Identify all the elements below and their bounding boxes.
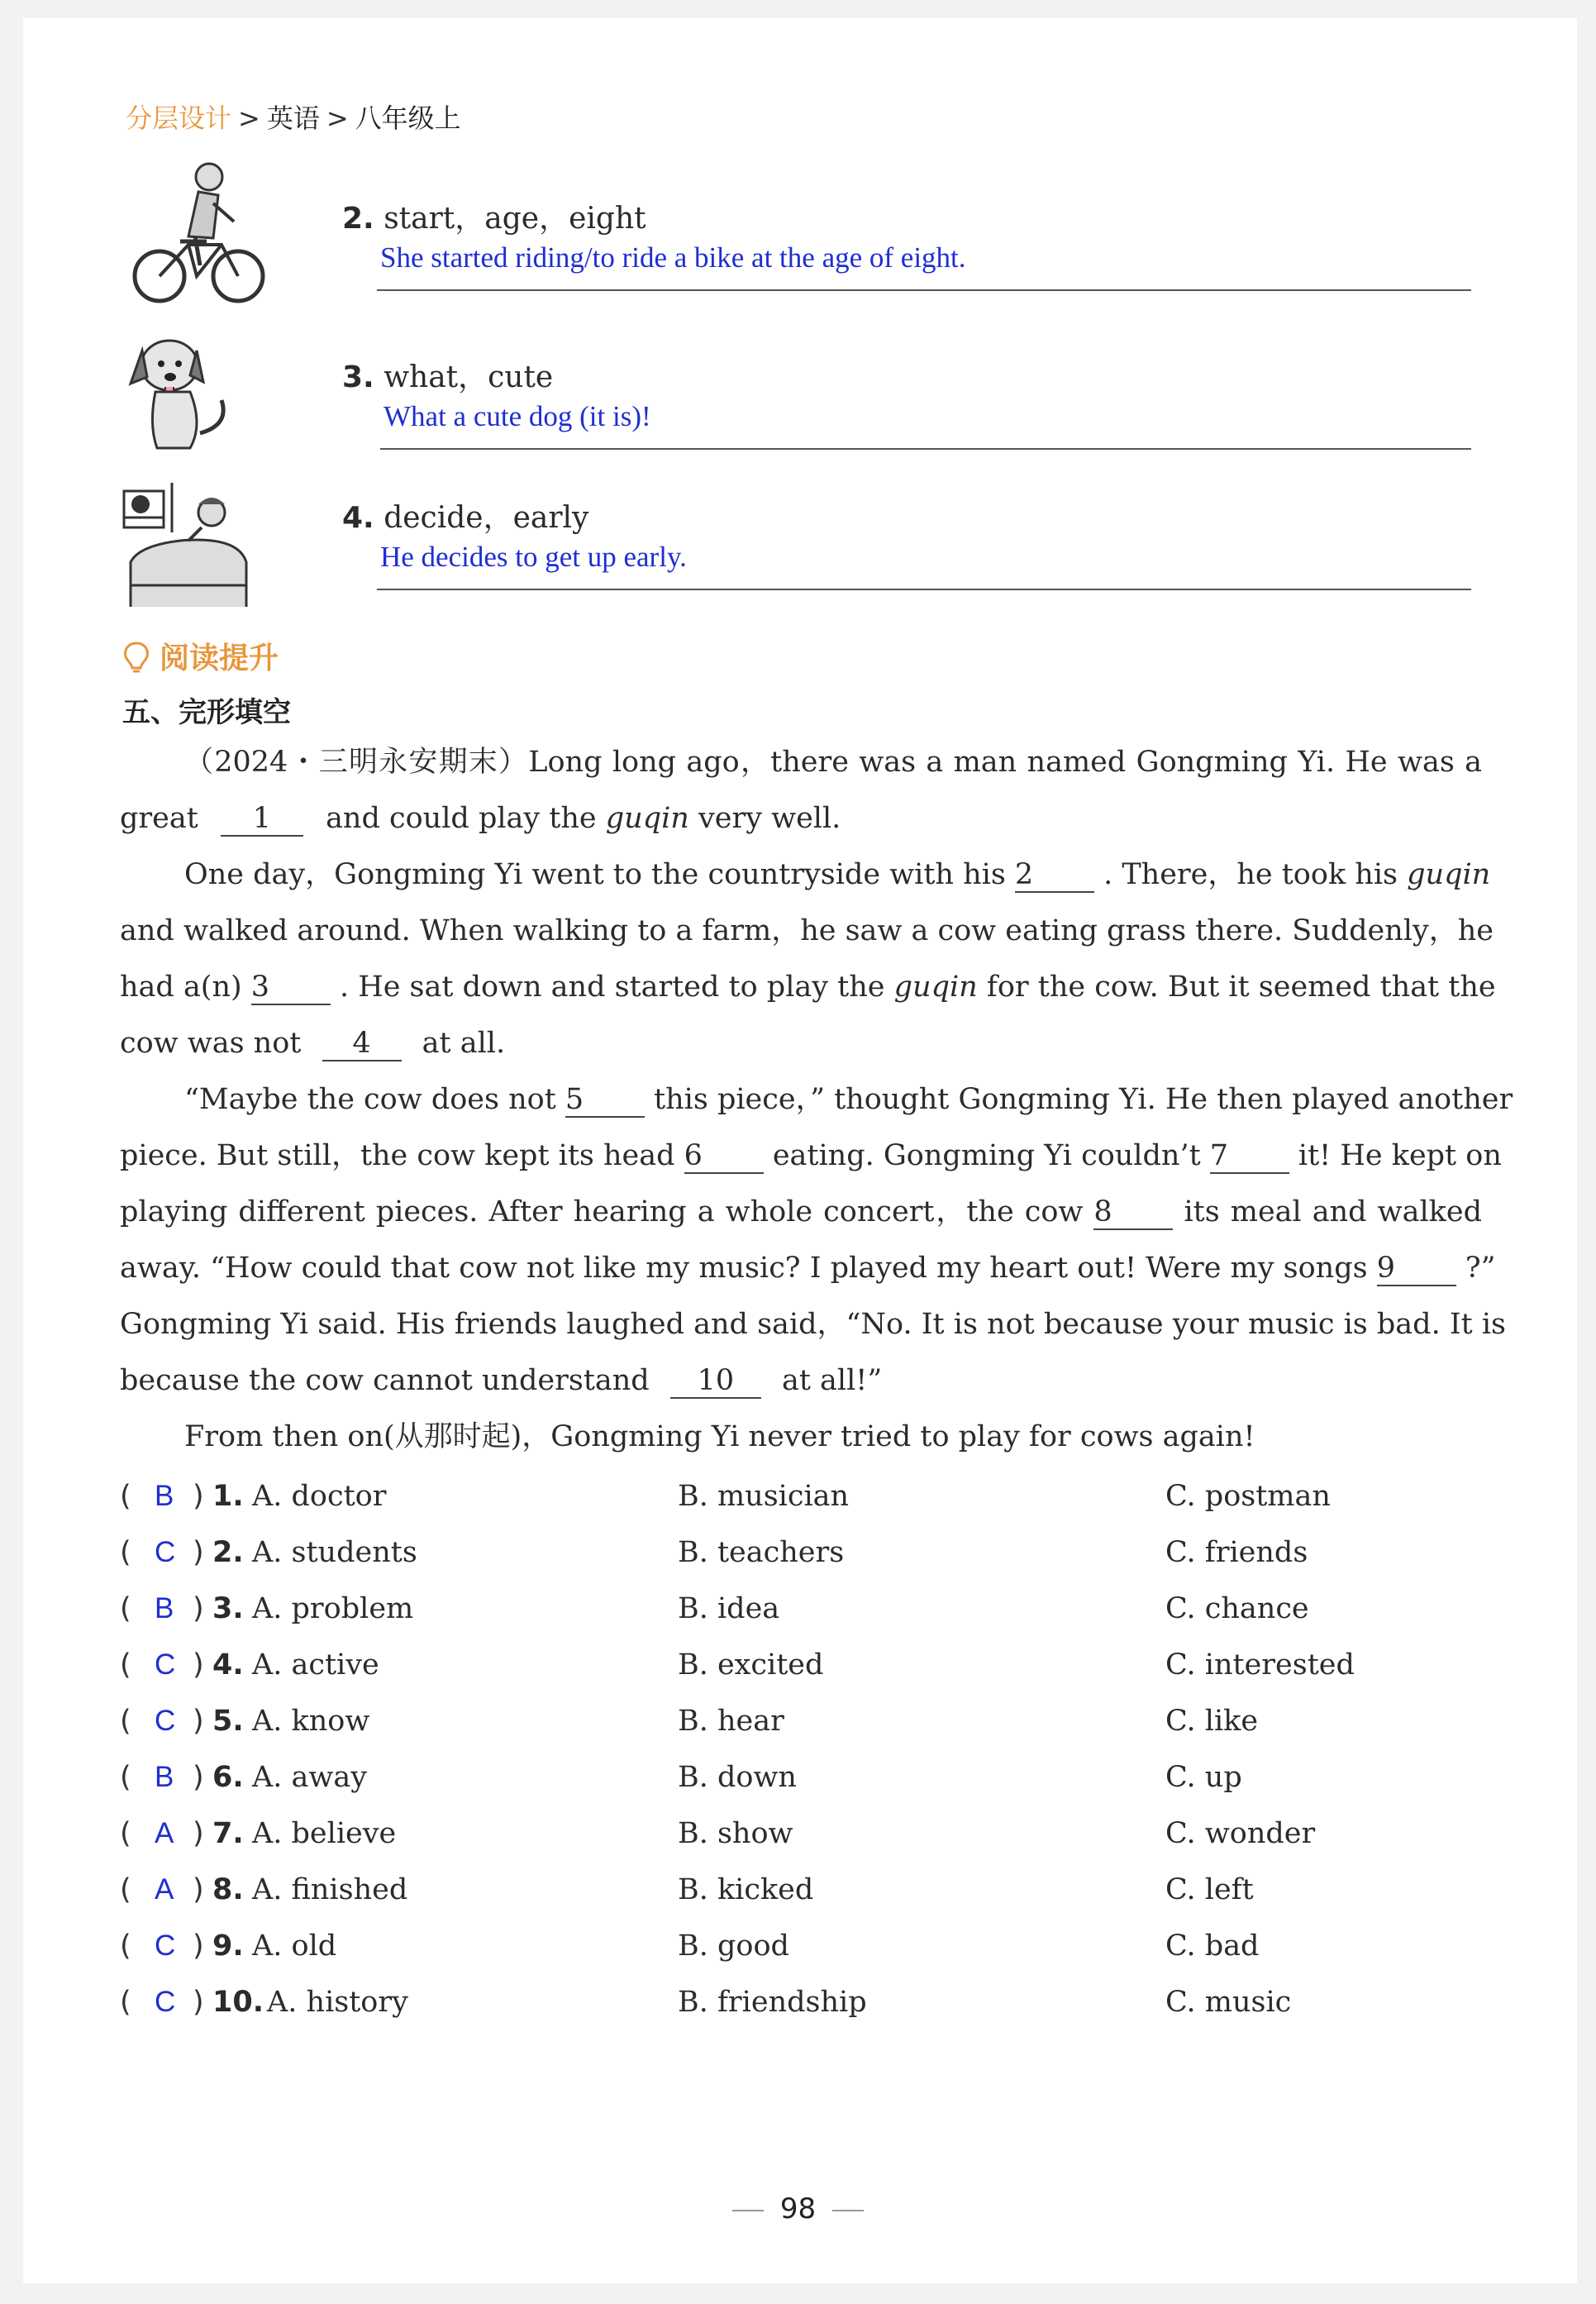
question-number: 3. [212,1592,244,1625]
passage-line: had a(n) 3 . He sat down and started to play the guqin for the cow. But it seemed that the [120,971,1496,1004]
paren-close: ) [193,1592,204,1625]
option-b: B. excited [678,1648,824,1681]
option-row [120,1806,1484,1862]
question-number: 8. [212,1873,244,1906]
reading-bulb-icon [120,640,153,673]
paren-close: ) [193,1705,204,1738]
paren-open: ( [120,1648,131,1681]
question-number: 9. [212,1930,244,1963]
option-c: C. friends [1165,1536,1308,1569]
answer-letter: B [155,1592,174,1624]
option-c: C. up [1165,1761,1242,1794]
option-b: B. hear [678,1705,784,1738]
passage-line: piece. But still，the cow kept its head 6 eating. Gongming Yi couldn’t 7 it! He kept on [120,1139,1502,1172]
passage-line: One day，Gongming Yi went to the countryside with his 2 . There，he took his guqin [184,858,1491,891]
paren-open: ( [120,1817,131,1850]
question-number: 5. [212,1705,244,1738]
blank-3: 3 [251,971,331,1005]
answer-letter: B [155,1480,174,1512]
passage-line: （2024・三明永安期末）Long long ago，there was a man named Gongming Yi. He was a [184,746,1482,779]
option-c: C. like [1165,1705,1259,1738]
question-number: 4. [212,1648,244,1681]
option-a: A. finished [252,1873,408,1906]
option-a: A. problem [252,1592,414,1625]
breadcrumb-grade: 八年级上 [355,103,461,134]
answer-letter: C [155,1648,176,1681]
paren-open: ( [120,1873,131,1906]
option-row [120,1862,1484,1918]
paren-open: ( [120,1592,131,1625]
option-b: B. musician [678,1480,850,1513]
answer-letter: B [155,1761,174,1793]
passage-line: away. “How could that cow not like my music? I played my heart out! Were my songs 9 ?” [120,1252,1496,1285]
girl-riding-bike-icon [131,162,271,309]
section-title: 阅读提升 [120,635,279,677]
blank-8: 8 [1093,1195,1173,1230]
question-4-prompt: 4. decide，early [342,501,589,535]
option-a: A. away [252,1761,367,1794]
breadcrumb [126,98,461,136]
cloze-passage [120,734,1513,1465]
dash [832,2210,864,2211]
paren-open: ( [120,1986,131,2019]
passage-line: great 1 and could play the guqin very well. [120,802,841,835]
option-a: A. believe [252,1817,397,1850]
answer-letter: A [155,1873,174,1906]
blank-6: 6 [684,1139,764,1174]
answer-letter: C [155,1930,176,1962]
option-row [120,1918,1484,1974]
paren-open: ( [120,1480,131,1513]
paren-close: ) [193,1930,204,1963]
option-c: C. interested [1165,1648,1355,1681]
question-number: 6. [212,1761,244,1794]
option-a: A. doctor [252,1480,387,1513]
blank-2: 2 [1015,858,1094,893]
option-row [120,1749,1484,1806]
breadcrumb-series: 分层设计 [126,103,232,134]
question-number: 1. [212,1480,244,1513]
blank-7: 7 [1210,1139,1289,1174]
option-row [120,1468,1484,1524]
passage-line: playing different pieces. After hearing a whole concert，the cow 8 its meal and walked [120,1195,1482,1228]
option-a: A. old [252,1930,337,1963]
option-a: A. history [267,1986,408,2019]
boy-waking-in-bed-icon [122,483,250,608]
option-b: B. down [678,1761,797,1794]
cloze-heading: 五、完形填空 [122,696,291,729]
option-b: B. teachers [678,1536,845,1569]
paren-open: ( [120,1761,131,1794]
option-row [120,1524,1484,1581]
answer-letter: C [155,1536,176,1568]
option-c: C. wonder [1165,1817,1316,1850]
question-2-prompt: 2. start，age，eight [342,202,646,236]
passage-line: Gongming Yi said. His friends laughed and said，“No. It is not because your music is bad. It is [120,1308,1506,1341]
option-c: C. left [1165,1873,1254,1906]
dog-icon [124,334,235,455]
question-number: 7. [212,1817,244,1850]
paren-close: ) [193,1761,204,1794]
paren-open: ( [120,1705,131,1738]
answer-letter: C [155,1705,176,1737]
paren-close: ) [193,1480,204,1513]
passage-line: and walked around. When walking to a farm，he saw a cow eating grass there. Suddenly，he [120,914,1494,947]
breadcrumb-separator: > [326,103,349,134]
blank-9: 9 [1377,1252,1456,1286]
option-b: B. friendship [678,1986,867,2019]
question-number: 10. [212,1986,264,2019]
paren-open: ( [120,1930,131,1963]
question-2-answer: She started riding/to ride a bike at the age of eight. [380,241,966,274]
paren-close: ) [193,1873,204,1906]
breadcrumb-separator: > [238,103,260,134]
option-row [120,1581,1484,1637]
paren-close: ) [193,1648,204,1681]
dash [732,2210,764,2211]
option-c: C. bad [1165,1930,1260,1963]
option-a: A. know [252,1705,370,1738]
option-b: B. show [678,1817,793,1850]
breadcrumb-subject: 英语 [266,103,320,134]
option-b: B. idea [678,1592,780,1625]
option-row [120,1693,1484,1749]
paren-close: ) [193,1817,204,1850]
paren-close: ) [193,1986,204,2019]
question-number: 2. [212,1536,244,1569]
option-c: C. music [1165,1986,1292,2019]
passage-line: cow was not 4 at all. [120,1027,506,1060]
passage-line: From then on(从那时起)，Gongming Yi never tried to play for cows again! [184,1420,1255,1453]
option-a: A. active [252,1648,379,1681]
option-row [120,1974,1484,2030]
paren-open: ( [120,1536,131,1569]
option-b: B. kicked [678,1873,814,1906]
question-4-answer: He decides to get up early. [380,541,687,573]
passage-line: because the cow cannot understand 10 at all!” [120,1364,883,1397]
option-a: A. students [252,1536,417,1569]
blank-1: 1 [221,802,303,837]
page-number: 98 [0,2192,1596,2225]
option-c: C. chance [1165,1592,1309,1625]
option-c: C. postman [1165,1480,1331,1513]
question-3-answer: What a cute dog (it is)! [384,400,651,432]
answer-letter: A [155,1817,174,1849]
question-3-prompt: 3. what，cute [342,360,554,394]
blank-4: 4 [322,1027,402,1061]
answer-line [377,289,1471,291]
blank-10: 10 [670,1364,761,1399]
passage-line: “Maybe the cow does not 5 this piece，” thought Gongming Yi. He then played another [184,1083,1513,1116]
paren-close: ) [193,1536,204,1569]
answer-letter: C [155,1986,176,2018]
answer-line [377,589,1471,590]
option-row [120,1637,1484,1693]
blank-5: 5 [565,1083,645,1118]
answer-line [380,448,1471,450]
option-b: B. good [678,1930,789,1963]
